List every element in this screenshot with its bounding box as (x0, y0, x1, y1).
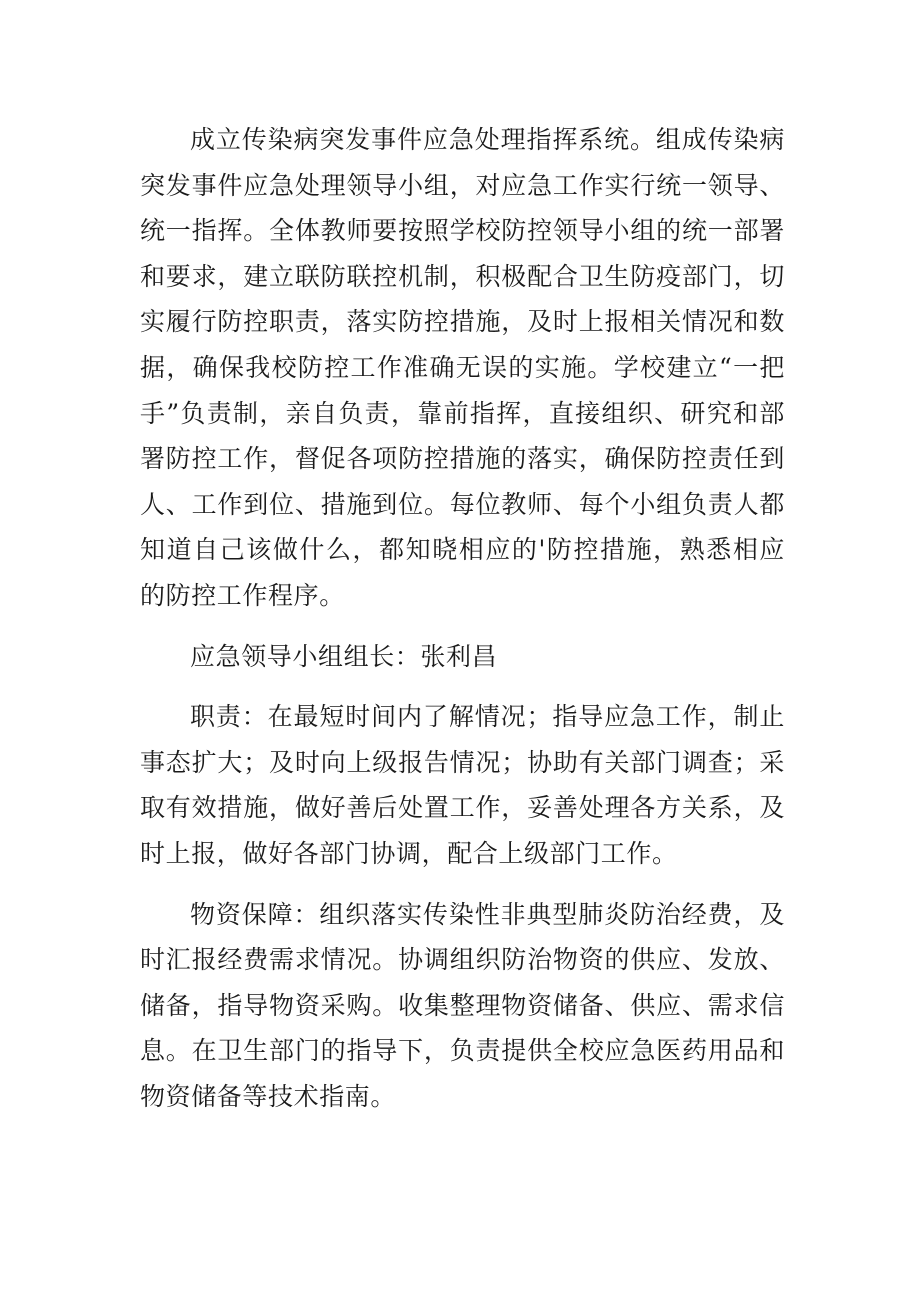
paragraph-responsibilities: 职责：在最短时间内了解情况；指导应急工作，制止事态扩大；及时向上级报告情况；协助有关部门调查；采取有效措施，做好善后处置工作，妥善处理各方关系，及时上报，做好各部门协调，配合上级部门工作。 (140, 702, 785, 868)
paragraph-group-leader: 应急领导小组组长：张利昌 (190, 641, 498, 671)
document-body (140, 117, 785, 1119)
paragraph-material-support: 物资保障：组织落实传染性非典型肺炎防治经费，及时汇报经费需求情况。协调组织防治物资的供应、发放、储备，指导物资采购。收集整理物资储备、供应、需求信息。在卫生部门的指导下，负责提供全校应急医药用品和物资储备等技术指南。 (140, 899, 785, 1111)
paragraph-command-system: 成立传染病突发事件应急处理指挥系统。组成传染病突发事件应急处理领导小组，对应急工作实行统一领导、统一指挥。全体教师要按照学校防控领导小组的统一部署和要求，建立联防联控机制，积极配合卫生防疫部门，切实履行防控职责，落实防控措施，及时上报相关情况和数据，确保我校防控工作准确无误的实施。学校建立“一把手”负责制，亲自负责，靠前指挥，直接组织、研究和部署防控工作，督促各项防控措施的落实，确保防控责任到人、工作到位、措施到位。每位教师、每个小组负责人都知道自己该做什么，都知晓相应的'防控措施，熟悉相应的防控工作程序。 (140, 125, 785, 610)
